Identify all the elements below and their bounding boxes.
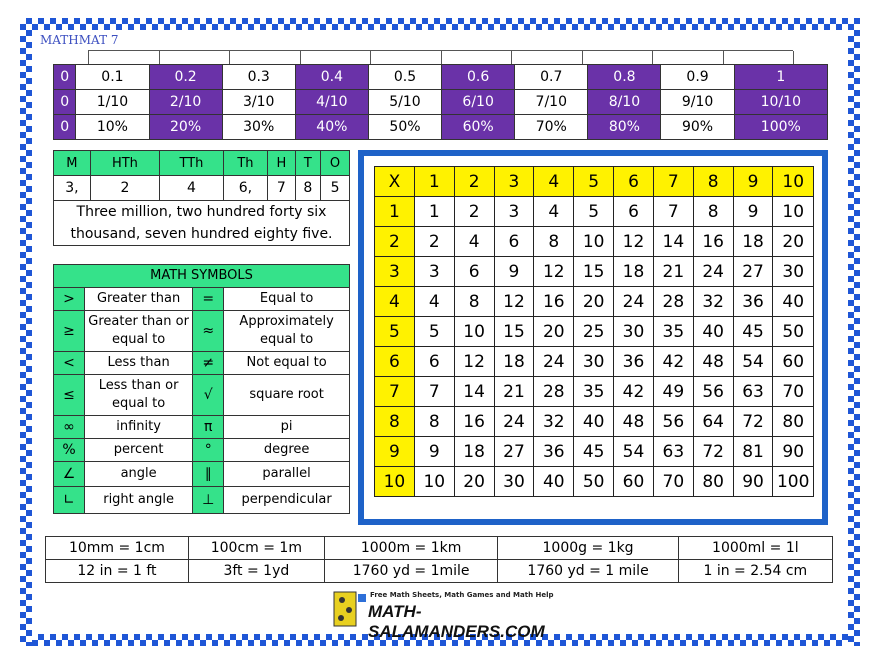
multiplication-cell: 27 [733,257,773,287]
decimal-cell: 5/10 [368,90,441,115]
multiplication-column-header: 9 [733,167,773,197]
multiplication-cell: 40 [534,467,574,497]
decimal-cell: 1/10 [76,90,149,115]
logo-tagline: Free Math Sheets, Math Games and Math Help [370,591,554,599]
multiplication-frame [358,150,828,525]
number-line-tick [300,51,301,65]
multiplication-cell: 30 [574,347,614,377]
multiplication-cell: 18 [733,227,773,257]
multiplication-cell: 4 [414,287,454,317]
decimal-cell: 90% [661,115,734,140]
decimal-cell: 70% [515,115,588,140]
symbol-row [54,487,350,514]
decimal-cell: 80% [588,115,661,140]
multiplication-cell: 70 [653,467,693,497]
symbol-meaning: parallel [224,462,350,487]
multiplication-cell: 6 [494,227,534,257]
number-line-tick [582,51,583,65]
multiplication-cell: 40 [574,407,614,437]
multiplication-cell: 10 [414,467,454,497]
number-line-tick [793,51,794,65]
place-value-digit: 7 [268,176,296,201]
symbol-glyph: π [193,416,224,439]
multiplication-cell: 60 [773,347,814,377]
place-value-header: Th [223,151,267,176]
symbol-glyph: ∠ [54,462,85,487]
multiplication-corner: X [375,167,415,197]
place-value-digit: 4 [160,176,224,201]
symbol-glyph: ∞ [54,416,85,439]
multiplication-column-header: 5 [574,167,614,197]
number-line-tick [723,51,724,65]
symbol-glyph: ≥ [54,311,85,352]
multiplication-cell: 5 [414,317,454,347]
multiplication-cell: 8 [534,227,574,257]
decimal-cell: 6/10 [442,90,515,115]
place-value-digit: 6, [223,176,267,201]
multiplication-cell: 28 [653,287,693,317]
multiplication-cell: 12 [534,257,574,287]
multiplication-cell: 32 [534,407,574,437]
multiplication-cell: 70 [773,377,814,407]
multiplication-cell: 20 [534,317,574,347]
number-line-tick [88,51,89,65]
multiplication-cell: 12 [494,287,534,317]
multiplication-cell: 42 [653,347,693,377]
multiplication-cell: 15 [574,257,614,287]
symbol-meaning: Approximately equal to [224,311,350,352]
symbol-meaning: Greater than [85,288,193,311]
number-line-tick [511,51,512,65]
number-line [88,50,793,65]
multiplication-cell: 14 [653,227,693,257]
multiplication-row-header: 6 [375,347,415,377]
decimal-cell: 9/10 [661,90,734,115]
multiplication-cell: 4 [534,197,574,227]
multiplication-column-header: 10 [773,167,814,197]
decimal-cell: 0.8 [588,65,661,90]
page-title: MATHMAT 7 [40,33,119,47]
decimal-cell: 0.4 [295,65,368,90]
symbol-meaning: infinity [85,416,193,439]
place-value-table [53,150,350,246]
symbol-glyph: = [193,288,224,311]
symbol-meaning: right angle [85,487,193,514]
decimal-cell: 7/10 [515,90,588,115]
symbol-meaning: Greater than or equal to [85,311,193,352]
number-line-tick [370,51,371,65]
multiplication-row-header: 1 [375,197,415,227]
decimal-cell: 2/10 [149,90,222,115]
multiplication-cell: 20 [454,467,494,497]
multiplication-cell: 56 [653,407,693,437]
place-value-header: HTh [90,151,159,176]
symbol-glyph: ≠ [193,352,224,375]
place-value-words: Three million, two hundred forty six thousand, seven hundred eighty five. [54,201,350,246]
multiplication-cell: 8 [414,407,454,437]
multiplication-cell: 12 [614,227,654,257]
decimal-cell: 0 [54,115,76,140]
multiplication-cell: 30 [494,467,534,497]
symbol-glyph: ° [193,439,224,462]
symbol-meaning: percent [85,439,193,462]
symbol-row [54,288,350,311]
symbol-glyph: < [54,352,85,375]
conversion-cell: 1760 yd = 1mile [324,560,498,583]
conversion-table [45,536,833,583]
conversion-cell: 1 in = 2.54 cm [678,560,832,583]
multiplication-cell: 2 [454,197,494,227]
decimal-cell: 0.1 [76,65,149,90]
multiplication-cell: 10 [574,227,614,257]
multiplication-column-header: 1 [414,167,454,197]
multiplication-row-header: 5 [375,317,415,347]
symbol-glyph: ∟ [54,487,85,514]
border-top [20,18,860,30]
multiplication-cell: 8 [693,197,733,227]
site-logo [330,588,570,641]
multiplication-cell: 80 [693,467,733,497]
symbol-meaning: pi [224,416,350,439]
number-line-tick [229,51,230,65]
multiplication-row-header: 2 [375,227,415,257]
multiplication-cell: 18 [454,437,494,467]
conversion-cell: 12 in = 1 ft [46,560,189,583]
multiplication-cell: 20 [773,227,814,257]
symbol-row [54,352,350,375]
decimal-cell: 1 [734,65,827,90]
symbol-glyph: √ [193,375,224,416]
multiplication-row-header: 10 [375,467,415,497]
multiplication-cell: 14 [454,377,494,407]
symbol-meaning: angle [85,462,193,487]
multiplication-cell: 48 [614,407,654,437]
symbol-glyph: ≤ [54,375,85,416]
multiplication-cell: 18 [494,347,534,377]
multiplication-cell: 6 [414,347,454,377]
multiplication-cell: 2 [414,227,454,257]
place-value-digit: 3, [54,176,91,201]
multiplication-row-header: 4 [375,287,415,317]
multiplication-cell: 28 [534,377,574,407]
decimal-cell: 20% [149,115,222,140]
multiplication-cell: 35 [653,317,693,347]
multiplication-column-header: 8 [693,167,733,197]
number-line-tick [441,51,442,65]
multiplication-cell: 56 [693,377,733,407]
multiplication-cell: 72 [733,407,773,437]
multiplication-cell: 54 [614,437,654,467]
multiplication-cell: 24 [693,257,733,287]
multiplication-cell: 21 [494,377,534,407]
decimal-cell: 0.6 [442,65,515,90]
multiplication-cell: 64 [693,407,733,437]
conversion-cell: 1000ml = 1l [678,537,832,560]
border-left [20,18,32,646]
multiplication-cell: 48 [693,347,733,377]
multiplication-cell: 35 [574,377,614,407]
symbol-meaning: Equal to [224,288,350,311]
multiplication-cell: 8 [454,287,494,317]
multiplication-cell: 60 [614,467,654,497]
multiplication-cell: 36 [534,437,574,467]
multiplication-cell: 16 [454,407,494,437]
multiplication-cell: 24 [494,407,534,437]
multiplication-cell: 3 [494,197,534,227]
symbol-meaning: Not equal to [224,352,350,375]
multiplication-cell: 32 [693,287,733,317]
multiplication-cell: 18 [614,257,654,287]
multiplication-cell: 30 [773,257,814,287]
symbol-meaning: Less than or equal to [85,375,193,416]
multiplication-cell: 50 [773,317,814,347]
decimal-cell: 0.3 [222,65,295,90]
symbol-glyph: % [54,439,85,462]
decimal-cell: 4/10 [295,90,368,115]
multiplication-cell: 100 [773,467,814,497]
conversion-cell: 10mm = 1cm [46,537,189,560]
place-value-header: TTh [160,151,224,176]
decimal-cell: 0.5 [368,65,441,90]
multiplication-column-header: 2 [454,167,494,197]
multiplication-cell: 15 [494,317,534,347]
multiplication-cell: 90 [773,437,814,467]
symbol-row [54,375,350,416]
place-value-header: M [54,151,91,176]
decimal-cell: 30% [222,115,295,140]
multiplication-cell: 1 [414,197,454,227]
multiplication-cell: 21 [653,257,693,287]
decimal-table [53,64,828,140]
multiplication-cell: 36 [614,347,654,377]
place-value-header: O [321,151,350,176]
place-value-digit: 5 [321,176,350,201]
multiplication-cell: 16 [693,227,733,257]
multiplication-cell: 36 [733,287,773,317]
multiplication-cell: 63 [653,437,693,467]
multiplication-cell: 9 [414,437,454,467]
conversion-cell: 3ft = 1yd [188,560,324,583]
multiplication-cell: 6 [454,257,494,287]
multiplication-cell: 24 [614,287,654,317]
decimal-cell: 0 [54,65,76,90]
multiplication-cell: 45 [574,437,614,467]
multiplication-column-header: 7 [653,167,693,197]
multiplication-row-header: 7 [375,377,415,407]
math-symbols-table [53,264,350,514]
multiplication-cell: 10 [454,317,494,347]
multiplication-column-header: 6 [614,167,654,197]
multiplication-cell: 54 [733,347,773,377]
symbol-meaning: perpendicular [224,487,350,514]
decimal-cell: 8/10 [588,90,661,115]
multiplication-cell: 27 [494,437,534,467]
place-value-header: H [268,151,296,176]
conversion-cell: 100cm = 1m [188,537,324,560]
multiplication-cell: 9 [494,257,534,287]
multiplication-cell: 50 [574,467,614,497]
conversion-cell: 1000m = 1km [324,537,498,560]
multiplication-cell: 5 [574,197,614,227]
decimal-cell: 3/10 [222,90,295,115]
symbol-glyph: ≈ [193,311,224,352]
decimal-cell: 0.2 [149,65,222,90]
symbol-glyph: ∥ [193,462,224,487]
conversion-cell: 1000g = 1kg [498,537,678,560]
multiplication-cell: 6 [614,197,654,227]
multiplication-cell: 63 [733,377,773,407]
multiplication-cell: 42 [614,377,654,407]
multiplication-row-header: 9 [375,437,415,467]
multiplication-cell: 9 [733,197,773,227]
multiplication-cell: 40 [773,287,814,317]
multiplication-cell: 81 [733,437,773,467]
conversion-cell: 1760 yd = 1 mile [498,560,678,583]
multiplication-row-header: 3 [375,257,415,287]
multiplication-cell: 30 [614,317,654,347]
decimal-cell: 0.9 [661,65,734,90]
decimal-cell: 10% [76,115,149,140]
multiplication-cell: 7 [653,197,693,227]
border-right [848,18,860,646]
symbol-row [54,439,350,462]
multiplication-cell: 90 [733,467,773,497]
multiplication-cell: 49 [653,377,693,407]
logo-name: MATH-SALAMANDERS.COM [368,602,545,641]
decimal-cell: 100% [734,115,827,140]
multiplication-cell: 12 [454,347,494,377]
decimal-cell: 60% [442,115,515,140]
multiplication-row-header: 8 [375,407,415,437]
decimal-cell: 0 [54,90,76,115]
symbol-row [54,462,350,487]
multiplication-cell: 40 [693,317,733,347]
decimal-cell: 40% [295,115,368,140]
symbol-meaning: Less than [85,352,193,375]
number-line-tick [652,51,653,65]
multiplication-cell: 16 [534,287,574,317]
place-value-digit: 2 [90,176,159,201]
place-value-header: T [295,151,320,176]
number-line-tick [159,51,160,65]
multiplication-column-header: 3 [494,167,534,197]
symbol-glyph: > [54,288,85,311]
symbol-row [54,416,350,439]
decimal-cell: 10/10 [734,90,827,115]
multiplication-cell: 3 [414,257,454,287]
decimal-cell: 0.7 [515,65,588,90]
symbol-meaning: degree [224,439,350,462]
multiplication-cell: 4 [454,227,494,257]
multiplication-cell: 80 [773,407,814,437]
multiplication-cell: 20 [574,287,614,317]
multiplication-cell: 72 [693,437,733,467]
place-value-digit: 8 [295,176,320,201]
multiplication-cell: 7 [414,377,454,407]
multiplication-cell: 10 [773,197,814,227]
multiplication-cell: 45 [733,317,773,347]
symbol-glyph: ⊥ [193,487,224,514]
decimal-cell: 50% [368,115,441,140]
multiplication-cell: 25 [574,317,614,347]
multiplication-column-header: 4 [534,167,574,197]
math-symbols-title: MATH SYMBOLS [54,265,350,288]
multiplication-table [374,166,814,497]
symbol-meaning: square root [224,375,350,416]
multiplication-cell: 24 [534,347,574,377]
symbol-row [54,311,350,352]
